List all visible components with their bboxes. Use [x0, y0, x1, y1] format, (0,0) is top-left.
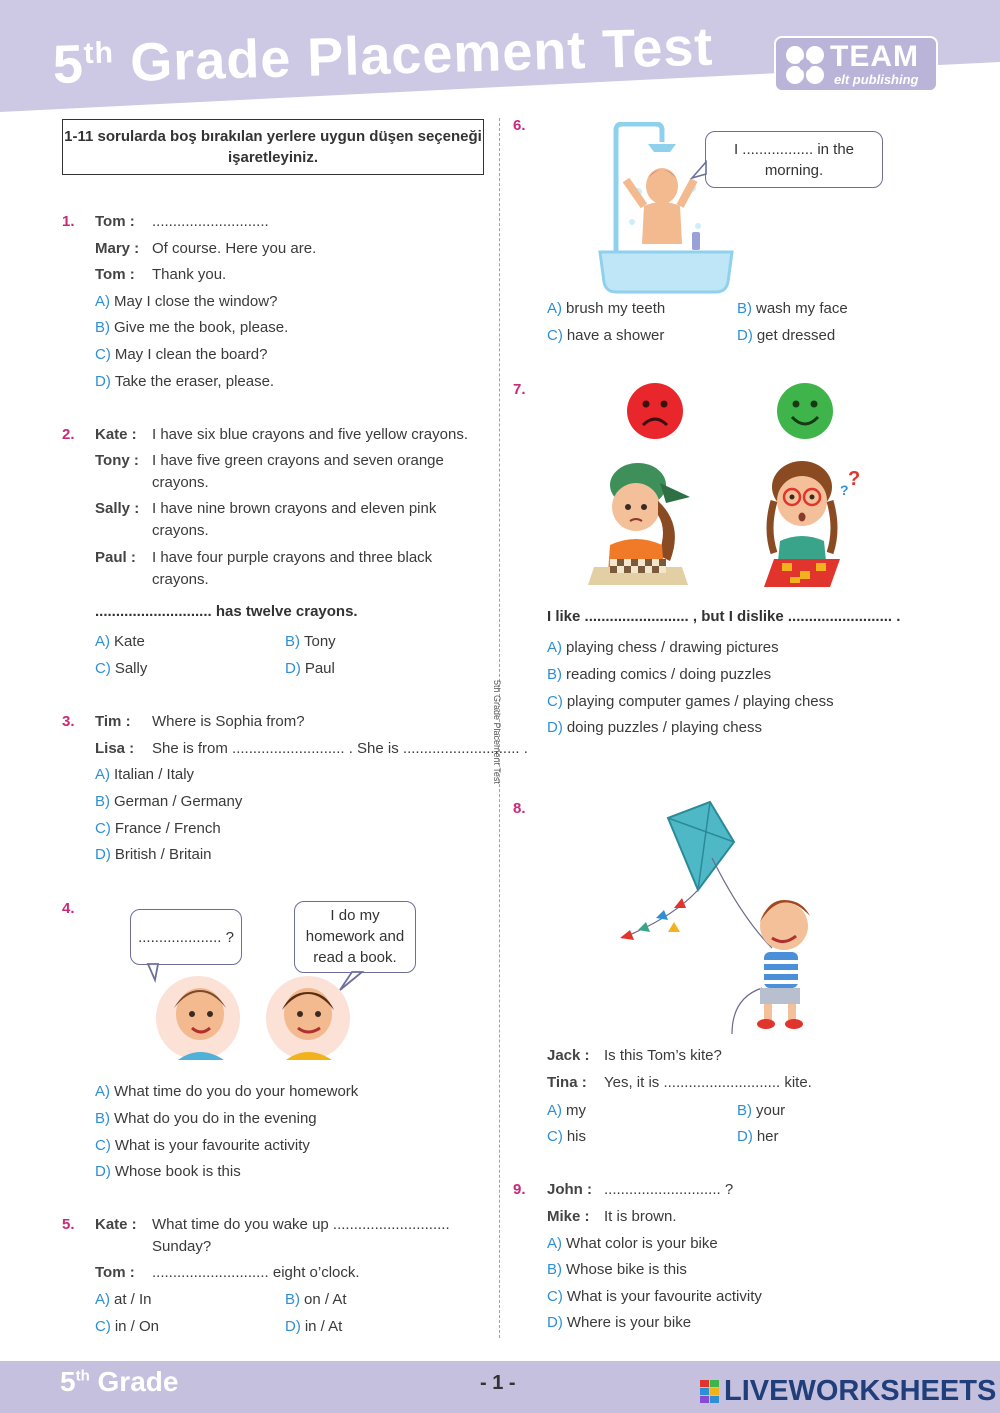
option-b[interactable]: B) your [737, 1102, 786, 1119]
option-d[interactable]: D) her [737, 1128, 779, 1145]
option-c[interactable]: C) What is your favourite activity [95, 1137, 310, 1154]
option-a[interactable]: A) my [547, 1102, 586, 1119]
speaker: Tom : [95, 213, 135, 230]
dialogue-text: What time do you wake up ............................ [152, 1216, 450, 1233]
option-a[interactable]: A) playing chess / drawing pictures [547, 639, 779, 656]
option-b[interactable]: B) reading comics / doing puzzles [547, 666, 772, 683]
children-illustration [130, 960, 430, 1070]
speaker: Mary : [95, 240, 140, 257]
speaker: Sally : [95, 500, 140, 517]
dialogue-text: ............................ eight o’clock. [152, 1264, 360, 1281]
question-number: 5. [62, 1216, 75, 1233]
dialogue-text: I have six blue crayons and five yellow crayons. [152, 426, 468, 443]
speaker: Mike : [547, 1208, 590, 1225]
logo-subtitle: elt publishing [834, 72, 919, 87]
liveworksheets-brand: LIVEWORKSHEETS [724, 1375, 997, 1407]
sad-face-icon [625, 381, 685, 441]
option-b[interactable]: B) What do you do in the evening [95, 1110, 317, 1127]
option-d[interactable]: D) get dressed [737, 327, 836, 344]
option-c[interactable]: C) Sally [95, 660, 148, 677]
option-c[interactable]: C) his [547, 1128, 587, 1145]
option-b[interactable]: B) German / Germany [95, 793, 243, 810]
question-prompt: I like ......................... , but I dislike ......................... . [547, 608, 901, 625]
svg-text:?: ? [840, 482, 849, 498]
option-c[interactable]: C) playing computer games / playing chess [547, 693, 834, 710]
dialogue-text: crayons. [152, 571, 209, 588]
dialogue-text: crayons. [152, 522, 209, 539]
speaker: Tony : [95, 452, 139, 469]
option-d[interactable]: D) Paul [285, 660, 335, 677]
speaker: Tina : [547, 1074, 587, 1091]
option-d[interactable]: D) British / Britain [95, 846, 212, 863]
question-number: 2. [62, 426, 75, 443]
question-number: 7. [513, 381, 526, 398]
option-c[interactable]: C) have a shower [547, 327, 665, 344]
boy-flying-kite-illustration [612, 798, 842, 1038]
dialogue-text: I have four purple crayons and three black [152, 549, 433, 566]
option-b[interactable]: B) on / At [285, 1291, 347, 1308]
dialogue-text: Of course. Here you are. [152, 240, 317, 257]
option-d[interactable]: D) Take the eraser, please. [95, 373, 275, 390]
dialogue-text: Thank you. [152, 266, 227, 283]
instructions-box: 1-11 sorularda boş bırakılan yerlere uygun düşen seçeneği işaretleyiniz. [62, 119, 484, 175]
svg-text:?: ? [848, 468, 861, 490]
girl-doing-puzzle-illustration [752, 445, 872, 595]
option-c[interactable]: C) in / On [95, 1318, 160, 1335]
side-label: 5th Grade Placement Test [492, 680, 502, 784]
question-number: 3. [62, 713, 75, 730]
question-number: 4. [62, 900, 75, 917]
option-a[interactable]: A) at / In [95, 1291, 152, 1308]
question-number: 8. [513, 800, 526, 817]
option-a[interactable]: A) Kate [95, 633, 145, 650]
dialogue-text: Sunday? [152, 1238, 212, 1255]
speech-bubble: I ................. in the morning. [705, 131, 883, 188]
team-logo-mark-icon [784, 44, 826, 86]
dialogue-text: ............................ ? [604, 1181, 734, 1198]
speaker: John : [547, 1181, 592, 1198]
dialogue-text: Where is Sophia from? [152, 713, 305, 730]
option-a[interactable]: A) What color is your bike [547, 1235, 718, 1252]
dialogue-text: ............................ [152, 213, 269, 230]
dialogue-text: crayons. [152, 474, 209, 491]
page-number: - 1 - [480, 1372, 516, 1394]
question-number: 6. [513, 117, 526, 134]
speaker: Tom : [95, 266, 135, 283]
speech-bubble-right: I do my homework and read a book. [294, 901, 416, 973]
dialogue-text: I have five green crayons and seven orange [152, 452, 444, 469]
happy-face-icon [775, 381, 835, 441]
team-logo [774, 36, 938, 92]
dialogue-text: I have nine brown crayons and eleven pink [152, 500, 437, 517]
option-a[interactable]: A) brush my teeth [547, 300, 666, 317]
option-d[interactable]: D) in / At [285, 1318, 343, 1335]
question-number: 9. [513, 1181, 526, 1198]
logo-team-text: TEAM [830, 40, 919, 73]
question-prompt: ............................ has twelve crayons. [95, 603, 358, 620]
girl-playing-chess-illustration [588, 445, 698, 595]
option-c[interactable]: C) May I clean the board? [95, 346, 268, 363]
speaker: Tim : [95, 713, 131, 730]
option-d[interactable]: D) doing puzzles / playing chess [547, 719, 762, 736]
option-d[interactable]: D) Where is your bike [547, 1314, 692, 1331]
option-a[interactable]: A) Italian / Italy [95, 766, 195, 783]
option-b[interactable]: B) Give me the book, please. [95, 319, 289, 336]
speaker: Kate : [95, 426, 137, 443]
dialogue-text: Yes, it is ............................ kite. [604, 1074, 812, 1091]
option-c[interactable]: C) What is your favourite activity [547, 1288, 762, 1305]
option-a[interactable]: A) What time do you do your homework [95, 1083, 359, 1100]
speaker: Kate : [95, 1216, 137, 1233]
option-b[interactable]: B) Whose bike is this [547, 1261, 687, 1278]
question-number: 1. [62, 213, 75, 230]
dialogue-text: She is from ........................... . She is ............................ . [152, 740, 528, 757]
speaker: Jack : [547, 1047, 590, 1064]
dialogue-text: Is this Tom’s kite? [604, 1047, 722, 1064]
option-b[interactable]: B) wash my face [737, 300, 848, 317]
speaker: Tom : [95, 1264, 135, 1281]
option-b[interactable]: B) Tony [285, 633, 336, 650]
footer-grade: 5th Grade [60, 1366, 179, 1397]
speech-bubble-left: .................... ? [130, 909, 242, 965]
liveworksheets-logo-icon [700, 1380, 720, 1404]
option-d[interactable]: D) Whose book is this [95, 1163, 241, 1180]
page-title: 5th Grade Placement Test [52, 16, 715, 95]
dialogue-text: It is brown. [604, 1208, 677, 1225]
bubble-tail [690, 160, 712, 182]
option-c[interactable]: C) France / French [95, 820, 221, 837]
speaker: Lisa : [95, 740, 135, 757]
option-a[interactable]: A) May I close the window? [95, 293, 278, 310]
speaker: Paul : [95, 549, 136, 566]
